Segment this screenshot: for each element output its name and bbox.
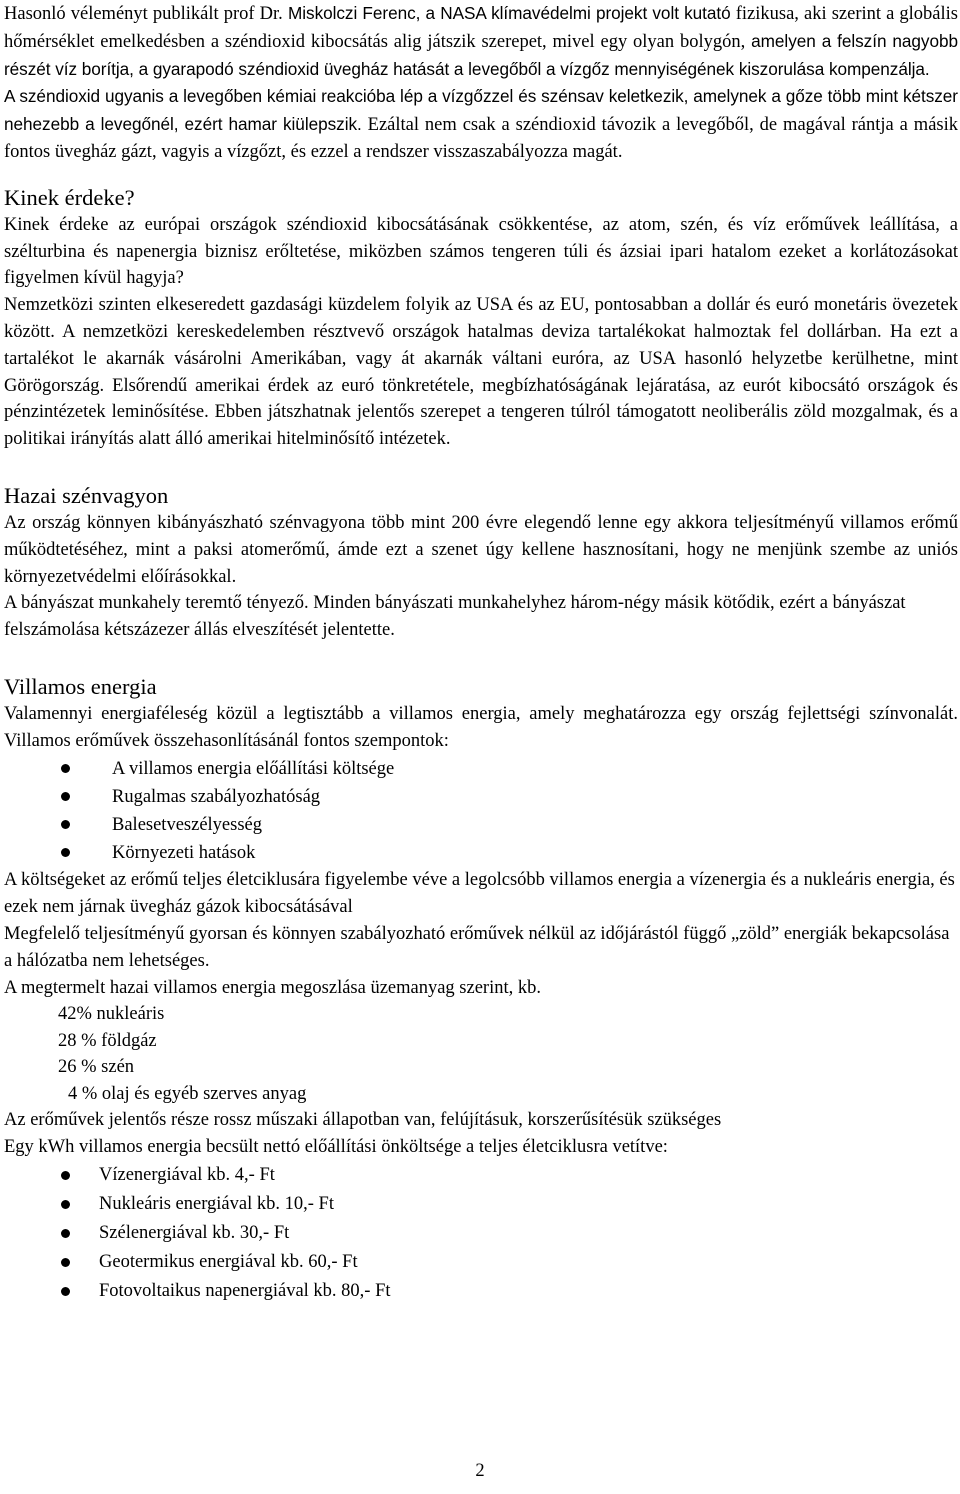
hazai-paragraph-2: A bányászat munkahely teremtő tényező. Minden bányászati munkahelyhez három-négy másik kötődik, ezért a bányászat felszámolása kétszázezer állás elveszítését jelentette. (4, 593, 906, 641)
page-number: 2 (475, 1461, 485, 1481)
bullet-icon (61, 764, 70, 773)
villamos-paragraph-3: Megfelelő teljesítményű gyorsan és könnyen szabályozható erőművek nélkül az időjárástól függő „zöld” energiák bekapcsolása a hálózatba nem lehetséges. (4, 923, 950, 971)
bullet-icon (61, 1229, 70, 1238)
criteria-list (4, 755, 958, 868)
kinek-paragraph-1: Kinek érdeke az európai országok széndioxid kibocsátásának csökkentése, az atom, szén, és víz erőművek leállítása, a szélturbina és napenergia biznisz erőltetése, miközben számos tengeren túli és ázsiai ipari hatalom ezeket a korlátozásokat figyelmen kívül hagyja? (4, 214, 958, 289)
intro-text-1d: amelyen a felszín nagyobb részét víz borítja, a gyarapodó széndioxid üvegház hatását a levegőből a vízgőz mennyiségének kiszorulása kompenzálja. (4, 30, 958, 79)
bullet-icon (61, 820, 70, 829)
list-item-text: Fotovoltaikus napenergiával kb. 80,- Ft (99, 1281, 391, 1302)
list-item-text: Geotermikus energiával kb. 60,- Ft (99, 1252, 358, 1273)
list-item (4, 1219, 958, 1248)
fuel-mix-item: 42% nukleáris (58, 1004, 165, 1025)
heading-kinek-erdeke: Kinek érdeke? (4, 184, 135, 210)
intro-paragraph-1 (4, 0, 958, 83)
list-item (4, 811, 958, 839)
list-item-text: Szélenergiával kb. 30,- Ft (99, 1222, 290, 1243)
list-item (4, 783, 958, 811)
villamos-paragraph-2: A költségeket az erőmű teljes életciklusára figyelembe véve a legolcsóbb villamos energia a vízenergia és a nukleáris energia, és ezek nem járnak üvegház gázok kibocsátásával (4, 870, 955, 918)
list-item (4, 839, 958, 867)
bullet-icon (61, 792, 70, 801)
heading-hazai-szenvagyon: Hazai szénvagyon (4, 482, 169, 508)
intro-text-1a: Hasonló véleményt publikált prof Dr. (4, 4, 283, 24)
list-item-text: Rugalmas szabályozhatóság (112, 786, 321, 807)
list-item (4, 1277, 958, 1306)
list-item (4, 1190, 958, 1219)
cost-list (4, 1161, 958, 1307)
list-item-text: Balesetveszélyesség (112, 814, 262, 835)
villamos-paragraph-4: A megtermelt hazai villamos energia megoszlása üzemanyag szerint, kb. (4, 977, 541, 998)
list-item (4, 1161, 958, 1190)
fuel-mix-item: 26 % szén (58, 1057, 135, 1078)
heading-villamos-energia: Villamos energia (4, 673, 157, 699)
bullet-icon (61, 1287, 70, 1296)
villamos-paragraph-5: Az erőművek jelentős része rossz műszaki állapotban van, felújításuk, korszerűsítésük szükséges (4, 1109, 722, 1130)
hazai-paragraph-1: Az ország könnyen kibányászható szénvagyona több mint 200 évre elegendő lenne egy akkora teljesítményű villamos erőmű működtetéséhez, mint a paksi atomerőmű, ámde ezt a szenet úgy kellene hasznosítani, hogy ne menjünk szembe az uniós környezetvédelmi előírásokkal. (4, 512, 958, 587)
list-item-text: Nukleáris energiával kb. 10,- Ft (99, 1193, 334, 1214)
list-item-text: Vízenergiával kb. 4,- Ft (99, 1164, 275, 1185)
intro-text-1b: Miskolczi Ferenc, a NASA klímavédelmi projekt volt kutató (282, 3, 731, 23)
document-page (4, 0, 958, 1307)
bullet-icon (61, 848, 70, 857)
intro-text-2a: A széndioxid ugyanis a levegőben kémiai reakcióba lép a vízgőzzel és szénsav keletkezik, amelynek a gőze több mint kétszer nehezebb a levegőnél, ezért hamar kiülepszik. (4, 86, 958, 135)
list-item-text: Környezeti hatások (112, 843, 256, 864)
intro-text-2b: Ezáltal nem csak a széndioxid távozik a levegőből, de magával rántja a másik fontos üvegház gázt, vagyis a vízgőzt, és ezzel a rendszer visszaszabályozza magát. (4, 115, 958, 162)
list-item (4, 755, 958, 783)
fuel-mix-item: 28 % földgáz (58, 1030, 157, 1051)
bullet-icon (61, 1200, 70, 1209)
list-item (4, 1248, 958, 1277)
intro-text-1c: fizikusa, aki szerint a globális hőmérséklet emelkedésben a széndioxid kibocsátás alig játszik szerepet, mivel egy olyan bolygón, (4, 4, 958, 52)
list-item-text: A villamos energia előállítási költsége (112, 758, 395, 779)
fuel-mix-item: 4 % olaj és egyéb szerves anyag (68, 1083, 307, 1104)
fuel-mix-list (4, 1001, 958, 1107)
villamos-paragraph-6: Egy kWh villamos energia becsült nettó előállítási önköltsége a teljes életciklusra vetítve: (4, 1136, 668, 1157)
bullet-icon (61, 1171, 70, 1180)
kinek-paragraph-2: Nemzetközi szinten elkeseredett gazdasági küzdelem folyik az USA és az EU, pontosabban a dollár és euró monetáris övezetek között. A nemzetközi kereskedelemben résztvevő országok hatalmas deviza tartalékokat halmoztak fel dollárban. Ha ezt a tartalékot le akarnák vásárolni Amerikában, vagy át akarnák váltani euróra, az USA hasonló helyzetbe kerülhetne, mint Görögország. Elsőrendű amerikai érdek az euró tönkretétele, megbízhatóságának lejáratása, az eurót kibocsátó országok és pénzintézetek leminősítése. Ebben játszhatnak jelentős szerepet a tengeren túlról támogatott neoliberális zöld mozgalmak, és a politikai irányítás alatt álló amerikai hitelminősítő intézetek. (4, 295, 958, 450)
intro-paragraph-2 (4, 83, 958, 165)
bullet-icon (61, 1258, 70, 1267)
villamos-paragraph-1: Valamennyi energiaféleség közül a legtisztább a villamos energia, amely meghatározza egy ország fejlettségi színvonalát. Villamos erőművek összehasonlításánál fontos szempontok: (4, 703, 958, 751)
